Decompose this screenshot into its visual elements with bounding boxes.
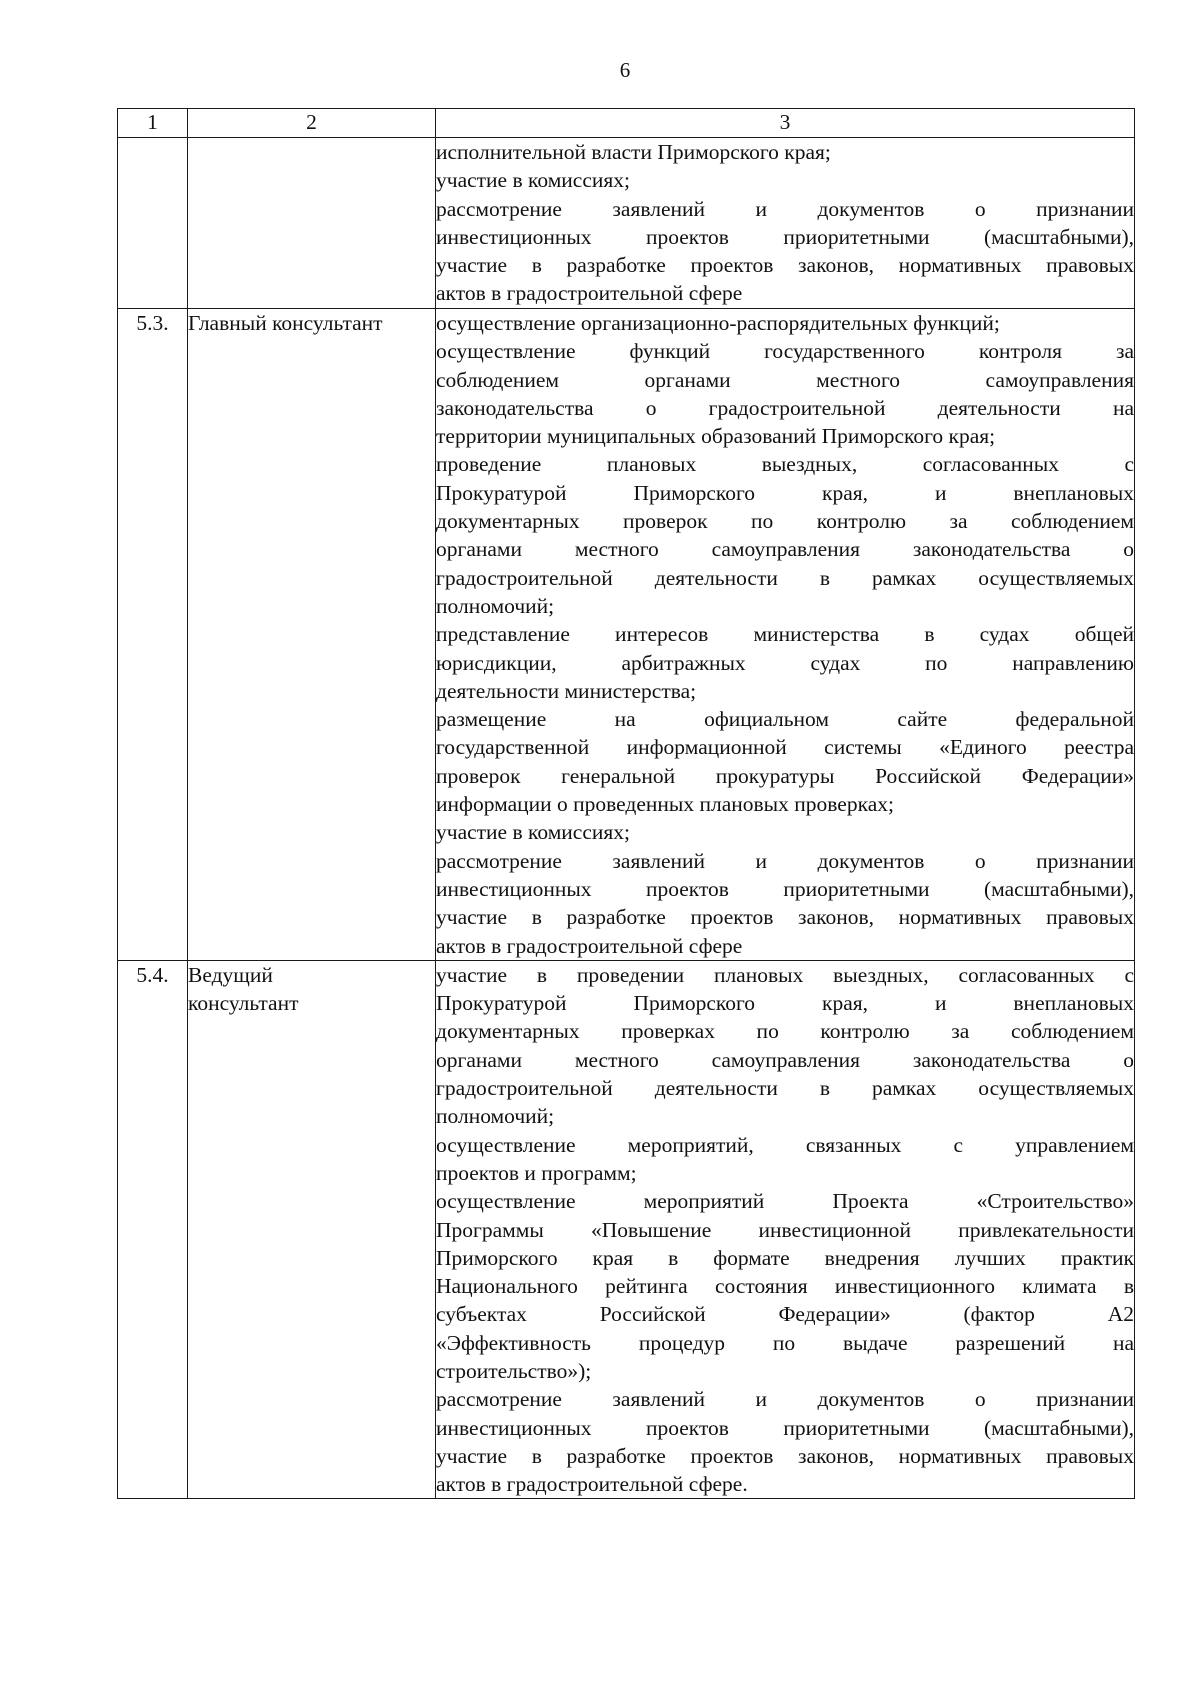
duty-text-line: участие в проведении плановых выездных, согласованных с [436,962,1134,987]
duty-text-line: полномочий; [436,1104,555,1129]
duty-text-line: деятельности министерства; [436,678,697,703]
column-header-1: 1 [118,109,188,138]
duty-text-line: инвестиционных проектов приоритетными (масштабными), [436,224,1134,249]
duty-text-line: Приморского края в формате внедрения лучших практик [436,1245,1134,1270]
duty-text-line: актов в градостроительной сфере [436,933,743,958]
duty-text-line: рассмотрение заявлений и документов о признании [436,196,1134,221]
duty-text-line: инвестиционных проектов приоритетными (масштабными), [436,1415,1134,1440]
duty-text-line: проектов и программ; [436,1160,637,1185]
duty-text-line: исполнительной власти Приморского края; [436,140,831,164]
duty-text-line: инвестиционных проектов приоритетными (масштабными), [436,876,1134,901]
duty-text-line: «Эффективность процедур по выдаче разрешений на [436,1330,1134,1355]
table-row-5-3 [118,309,1135,961]
duty-text-line: документарных проверках по контролю за соблюдением [436,1019,1134,1044]
duty-text-line: актов в градостроительной сфере [436,281,743,306]
row-position [188,960,436,1499]
duty-text-line: участие в комиссиях; [436,168,631,193]
column-header-3: 3 [436,109,1135,138]
duty-text-line: проведение плановых выездных, согласованных с [436,452,1134,477]
duty-text-line: Прокуратурой Приморского края, и внеплановых [436,991,1134,1016]
duty-text-line: законодательства о градостроительной деятельности на [436,395,1134,420]
row-number: 5.3. [118,309,188,961]
duty-text-line: осуществление организационно-распорядительных функций; [436,311,1000,335]
duty-text-line: полномочий; [436,593,555,618]
duty-text-line: представление интересов министерства в судах общей [436,622,1134,647]
row-number [118,138,188,309]
duty-text-line: рассмотрение заявлений и документов о признании [436,848,1134,873]
duty-text-line: юрисдикции, арбитражных судах по направлению [436,650,1134,675]
duty-text-line: информации о проведенных плановых проверках; [436,792,894,817]
duty-text-line: документарных проверок по контролю за соблюдением [436,509,1134,534]
duty-text-line: соблюдением органами местного самоуправления [436,367,1134,392]
row-position: Главный консультант [188,309,436,961]
table-row-continuation [118,138,1135,309]
row-number: 5.4. [118,960,188,1499]
row-duties [436,960,1135,1499]
duty-text-line: участие в комиссиях; [436,820,631,845]
duty-text-line: территории муниципальных образований Приморского края; [436,424,996,449]
duty-text-line: осуществление мероприятий, связанных с управлением [436,1132,1134,1157]
duty-text-line: Программы «Повышение инвестиционной привлекательности [436,1217,1134,1242]
duty-text-line: строительство»); [436,1358,592,1383]
duty-text-line: участие в разработке проектов законов, нормативных правовых [436,905,1134,930]
duty-text-line: рассмотрение заявлений и документов о признании [436,1387,1134,1412]
duties-table [117,108,1135,1499]
duty-text-line: размещение на официальном сайте федеральной [436,707,1134,732]
duty-text-line: проверок генеральной прокуратуры Российской Федерации» [436,763,1134,788]
page-number: 6 [619,58,631,82]
duty-text-line: органами местного самоуправления законодательства о [436,1047,1134,1072]
duty-text-line: актов в градостроительной сфере. [436,1472,748,1497]
row-position-line: Ведущий [188,962,273,987]
column-header-2: 2 [188,109,436,138]
row-duties [436,138,1135,309]
table-row-5-4 [118,960,1135,1499]
duty-text-line: Прокуратурой Приморского края, и внеплановых [436,480,1134,505]
duty-text-line: осуществление функций государственного контроля за [436,339,1134,364]
duty-text-line: государственной информационной системы «Единого реестра [436,735,1134,760]
duty-text-line: участие в разработке проектов законов, нормативных правовых [436,253,1134,278]
duty-text-line: участие в разработке проектов законов, нормативных правовых [436,1443,1134,1468]
table-header-row [118,109,1135,138]
duty-text-line: органами местного самоуправления законодательства о [436,537,1134,562]
duty-text-line: градостроительной деятельности в рамках осуществляемых [436,565,1134,590]
duty-text-line: осуществление мероприятий Проекта «Строительство» [436,1189,1134,1214]
row-position-line: консультант [188,991,299,1016]
duty-text-line: субъектах Российской Федерации» (фактор А2 [436,1302,1134,1327]
duty-text-line: Национального рейтинга состояния инвестиционного климата в [436,1274,1134,1299]
row-duties [436,309,1135,961]
row-position [188,138,436,309]
duty-text-line: градостроительной деятельности в рамках осуществляемых [436,1076,1134,1101]
